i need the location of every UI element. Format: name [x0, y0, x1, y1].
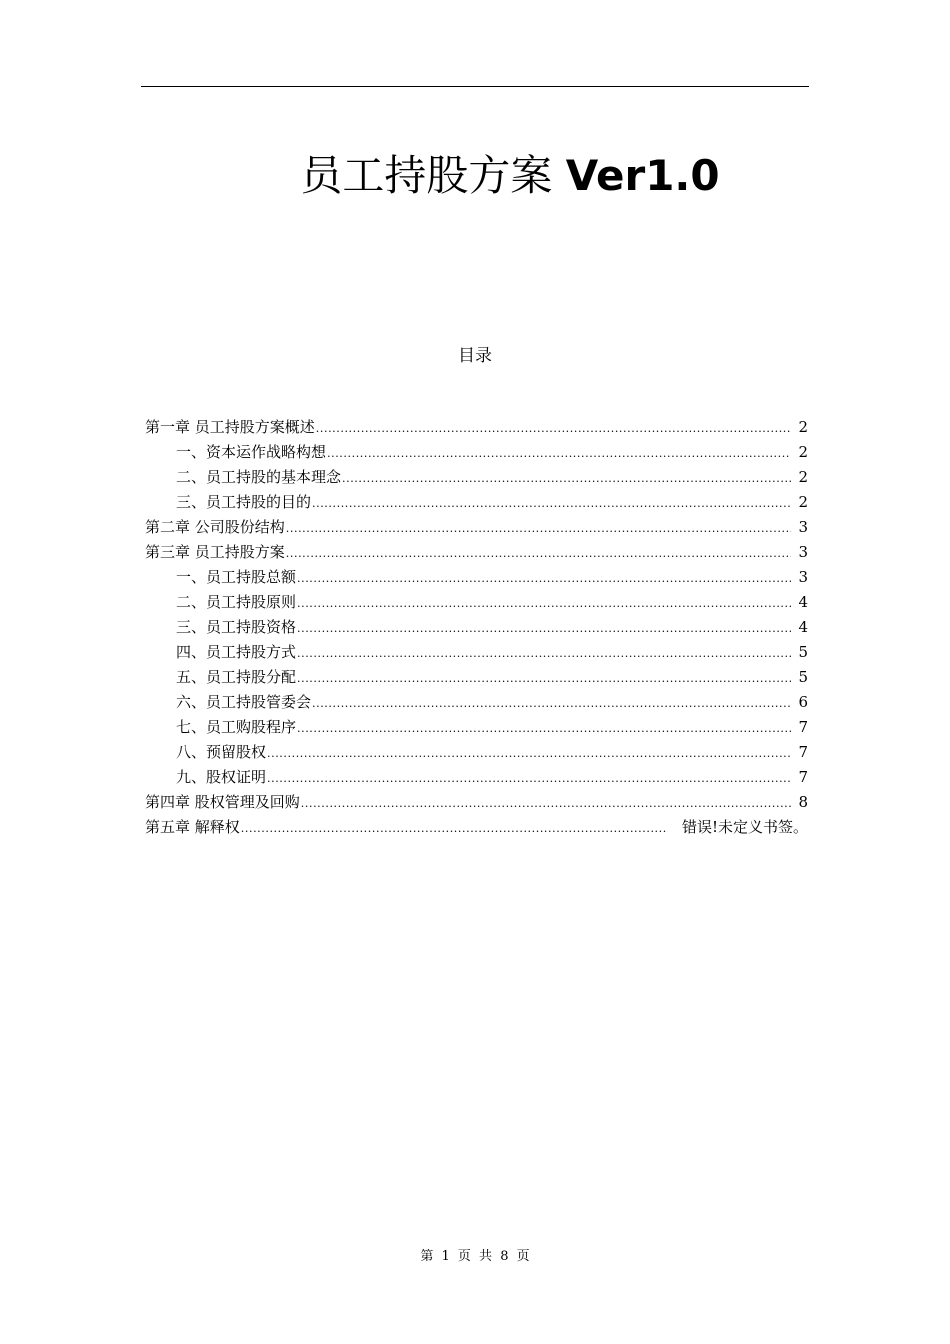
toc-entry-label: 第四章 股权管理及回购: [145, 793, 300, 811]
toc-entry-page: 6: [798, 693, 808, 711]
toc-dot-leader: [297, 566, 791, 591]
toc-entry-page: 2: [798, 468, 808, 486]
toc-entry[interactable]: [145, 690, 808, 715]
table-of-contents: [145, 415, 808, 840]
toc-entry-label: 四、员工持股方式: [176, 643, 297, 661]
toc-dot-leader: [241, 816, 668, 841]
toc-dot-leader: [297, 616, 791, 641]
toc-entry-label: 第五章 解释权: [145, 818, 240, 836]
document-title-cjk: 员工持股方案: [300, 151, 553, 201]
toc-dot-leader: [267, 741, 791, 766]
toc-heading: 目录: [458, 346, 492, 366]
toc-dot-leader: [327, 441, 791, 466]
toc-entry[interactable]: [145, 440, 808, 465]
toc-entry[interactable]: [145, 615, 808, 640]
toc-entry-label: 第二章 公司股份结构: [145, 518, 285, 536]
toc-dot-leader: [316, 416, 791, 441]
toc-entry[interactable]: [145, 590, 808, 615]
toc-entry-page: 7: [798, 768, 808, 786]
toc-entry-label: 一、员工持股总额: [176, 568, 297, 586]
document-title: [0, 146, 950, 206]
toc-entry-page: 5: [798, 668, 808, 686]
toc-dot-leader: [297, 666, 791, 691]
toc-dot-leader: [286, 516, 791, 541]
toc-dot-leader: [297, 641, 791, 666]
toc-dot-leader: [301, 791, 791, 816]
toc-entry-label: 一、资本运作战略构想: [176, 443, 327, 461]
toc-entry-label: 九、股权证明: [176, 768, 267, 786]
toc-entry[interactable]: [145, 740, 808, 765]
toc-entry[interactable]: [145, 465, 808, 490]
header-rule: [141, 86, 809, 87]
toc-entry[interactable]: [145, 815, 808, 840]
toc-dot-leader: [342, 466, 791, 491]
toc-entry-label: 七、员工购股程序: [176, 718, 297, 736]
toc-entry-page: 5: [798, 643, 808, 661]
toc-entry-label: 二、员工持股原则: [176, 593, 297, 611]
page-footer: 第 1 页 共 8 页: [420, 1249, 530, 1264]
toc-entry[interactable]: [145, 715, 808, 740]
toc-entry-label: 三、员工持股资格: [176, 618, 297, 636]
toc-entry-page: 7: [798, 718, 808, 736]
toc-entry-page-error: 错误!未定义书签。: [681, 818, 808, 836]
toc-entry-page: 2: [798, 418, 808, 436]
document-title-version: Ver1.0: [565, 151, 720, 201]
toc-entry-page: 8: [798, 793, 808, 811]
toc-entry-page: 4: [798, 618, 808, 636]
toc-entry[interactable]: [145, 665, 808, 690]
toc-entry-label: 第一章 员工持股方案概述: [145, 418, 315, 436]
toc-entry[interactable]: [145, 415, 808, 440]
toc-entry-page: 3: [798, 568, 808, 586]
toc-entry-page: 2: [798, 493, 808, 511]
toc-entry[interactable]: [145, 540, 808, 565]
toc-dot-leader: [312, 691, 791, 716]
toc-entry-label: 第三章 员工持股方案: [145, 543, 285, 561]
toc-dot-leader: [312, 491, 791, 516]
toc-entry[interactable]: [145, 765, 808, 790]
toc-entry-page: 7: [798, 743, 808, 761]
toc-entry-page: 4: [798, 593, 808, 611]
toc-entry-label: 二、员工持股的基本理念: [176, 468, 342, 486]
toc-dot-leader: [267, 766, 791, 791]
toc-entry[interactable]: [145, 490, 808, 515]
toc-entry-label: 六、员工持股管委会: [176, 693, 312, 711]
toc-entry-label: 三、员工持股的目的: [176, 493, 312, 511]
toc-entry-label: 八、预留股权: [176, 743, 267, 761]
toc-entry-page: 3: [798, 543, 808, 561]
toc-entry[interactable]: [145, 790, 808, 815]
toc-entry-page: 2: [798, 443, 808, 461]
toc-dot-leader: [297, 716, 791, 741]
toc-dot-leader: [297, 591, 791, 616]
toc-entry[interactable]: [145, 640, 808, 665]
toc-entry[interactable]: [145, 515, 808, 540]
toc-entry-label: 五、员工持股分配: [176, 668, 297, 686]
toc-entry[interactable]: [145, 565, 808, 590]
toc-entry-page: 3: [798, 518, 808, 536]
toc-dot-leader: [286, 541, 791, 566]
